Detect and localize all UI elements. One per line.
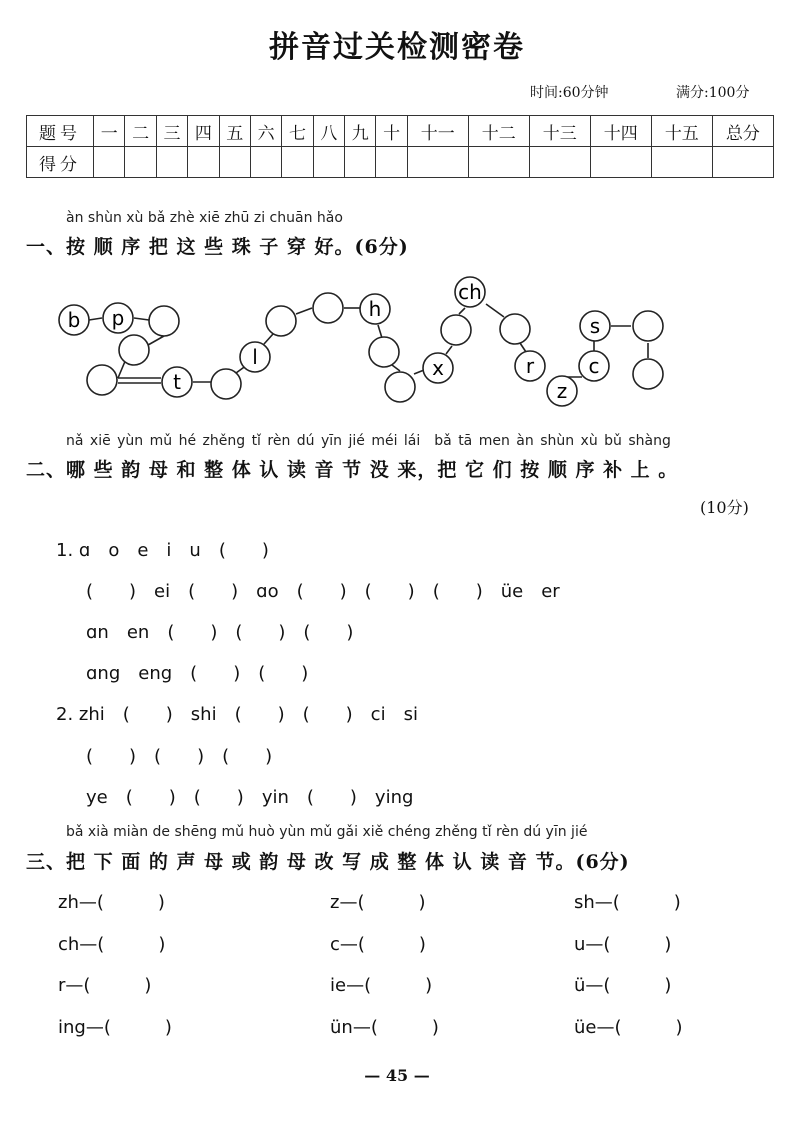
score-cell[interactable]	[407, 147, 468, 178]
question-number-row	[27, 116, 774, 147]
bead-empty[interactable]	[313, 293, 343, 323]
bead-label: z	[556, 379, 568, 403]
col-header: 一	[94, 116, 125, 147]
score-cell[interactable]	[125, 147, 156, 178]
col-header: 十三	[529, 116, 590, 147]
col-header: 总分	[712, 116, 773, 147]
row-label: 题号	[27, 116, 94, 147]
answer-item[interactable]: sh—( )	[574, 892, 681, 913]
score-cell[interactable]	[94, 147, 125, 178]
answer-item[interactable]: ch—( )	[58, 934, 166, 955]
bead-chain-diagram	[0, 270, 794, 415]
bead-empty[interactable]	[369, 337, 399, 367]
col-header: 十五	[651, 116, 712, 147]
bead-empty[interactable]	[211, 369, 241, 399]
answer-item[interactable]: c—( )	[330, 934, 426, 955]
col-header: 六	[250, 116, 281, 147]
score-cell[interactable]	[313, 147, 344, 178]
col-header: 十四	[590, 116, 651, 147]
answer-item[interactable]: ün—( )	[330, 1017, 439, 1038]
bead-label: x	[432, 356, 444, 380]
section2-line: ɑn en ( ) ( ) ( )	[86, 622, 354, 643]
score-cell[interactable]	[219, 147, 250, 178]
score-cell[interactable]	[529, 147, 590, 178]
bead-label: h	[368, 297, 382, 321]
beads	[59, 277, 663, 406]
answer-item[interactable]: ü—( )	[574, 975, 672, 996]
bead-label: r	[525, 354, 535, 378]
bead-empty[interactable]	[266, 306, 296, 336]
section1-heading: 一、按 顺 序 把 这 些 珠 子 穿 好。(6分)	[26, 236, 409, 258]
bead-empty[interactable]	[149, 306, 179, 336]
score-cell[interactable]	[712, 147, 773, 178]
section2-line: ɑng eng ( ) ( )	[86, 663, 309, 684]
time-limit: 时间:60分钟	[530, 85, 609, 101]
col-header: 十一	[407, 116, 468, 147]
score-row	[27, 147, 774, 178]
col-header: 二	[125, 116, 156, 147]
section2-pinyin: nǎ xiē yùn mǔ hé zhěng tǐ rèn dú yīn jié méi lái bǎ tā men àn shùn xù bǔ shàng	[66, 433, 671, 449]
bead-empty[interactable]	[633, 359, 663, 389]
col-header: 五	[219, 116, 250, 147]
section1-pinyin: àn shùn xù bǎ zhè xiē zhū zi chuān hǎo	[66, 210, 343, 226]
answer-item[interactable]: ie—( )	[330, 975, 433, 996]
col-header: 三	[156, 116, 187, 147]
bead-empty[interactable]	[385, 372, 415, 402]
answer-item[interactable]: z—( )	[330, 892, 426, 913]
section2-line: 2. zhi ( ) shi ( ) ( ) ci si	[56, 704, 418, 725]
section2-line: ( ) ei ( ) ɑo ( ) ( ) ( ) üe er	[86, 581, 560, 602]
row-label: 得分	[27, 147, 94, 178]
col-header: 十	[376, 116, 407, 147]
bead-empty[interactable]	[119, 335, 149, 365]
bead-label: t	[173, 370, 181, 394]
section3-pinyin: bǎ xià miàn de shēng mǔ huò yùn mǔ gǎi xiě chéng zhěng tǐ rèn dú yīn jié	[66, 824, 588, 840]
section3-heading: 三、把 下 面 的 声 母 或 韵 母 改 写 成 整 体 认 读 音 节。(6分)	[26, 851, 630, 873]
bead-label: c	[588, 354, 600, 378]
col-header: 十二	[468, 116, 529, 147]
score-cell[interactable]	[468, 147, 529, 178]
section2-line: ( ) ( ) ( )	[86, 746, 273, 767]
score-cell[interactable]	[282, 147, 313, 178]
bead-label: l	[252, 345, 258, 369]
score-table	[26, 115, 774, 178]
full-score: 满分:100分	[676, 85, 750, 101]
score-cell[interactable]	[345, 147, 376, 178]
score-cell[interactable]	[590, 147, 651, 178]
answer-item[interactable]: ing—( )	[58, 1017, 172, 1038]
section2-points: (10分)	[700, 498, 749, 517]
answer-item[interactable]: zh—( )	[58, 892, 165, 913]
answer-item[interactable]: u—( )	[574, 934, 672, 955]
bead-empty[interactable]	[633, 311, 663, 341]
bead-empty[interactable]	[500, 314, 530, 344]
col-header: 八	[313, 116, 344, 147]
section2-line: ye ( ) ( ) yin ( ) ying	[86, 787, 414, 808]
score-cell[interactable]	[156, 147, 187, 178]
page-number: — 45 —	[364, 1066, 430, 1085]
score-cell[interactable]	[250, 147, 281, 178]
section2-heading: 二、哪 些 韵 母 和 整 体 认 读 音 节 没 来，把 它 们 按 顺 序 补 上 。	[26, 459, 679, 481]
bead-label: ch	[458, 280, 482, 304]
section2-line: 1. ɑ o e i u ( )	[56, 540, 269, 561]
answer-item[interactable]: r—( )	[58, 975, 152, 996]
page-title: 拼音过关检测密卷	[269, 30, 525, 65]
col-header: 四	[188, 116, 219, 147]
bead-label: p	[111, 306, 125, 330]
col-header: 九	[345, 116, 376, 147]
bead-empty[interactable]	[441, 315, 471, 345]
bead-label: s	[589, 314, 601, 338]
score-cell[interactable]	[651, 147, 712, 178]
bead-empty[interactable]	[87, 365, 117, 395]
score-cell[interactable]	[188, 147, 219, 178]
answer-item[interactable]: üe—( )	[574, 1017, 683, 1038]
bead-label: b	[67, 308, 81, 332]
col-header: 七	[282, 116, 313, 147]
score-cell[interactable]	[376, 147, 407, 178]
